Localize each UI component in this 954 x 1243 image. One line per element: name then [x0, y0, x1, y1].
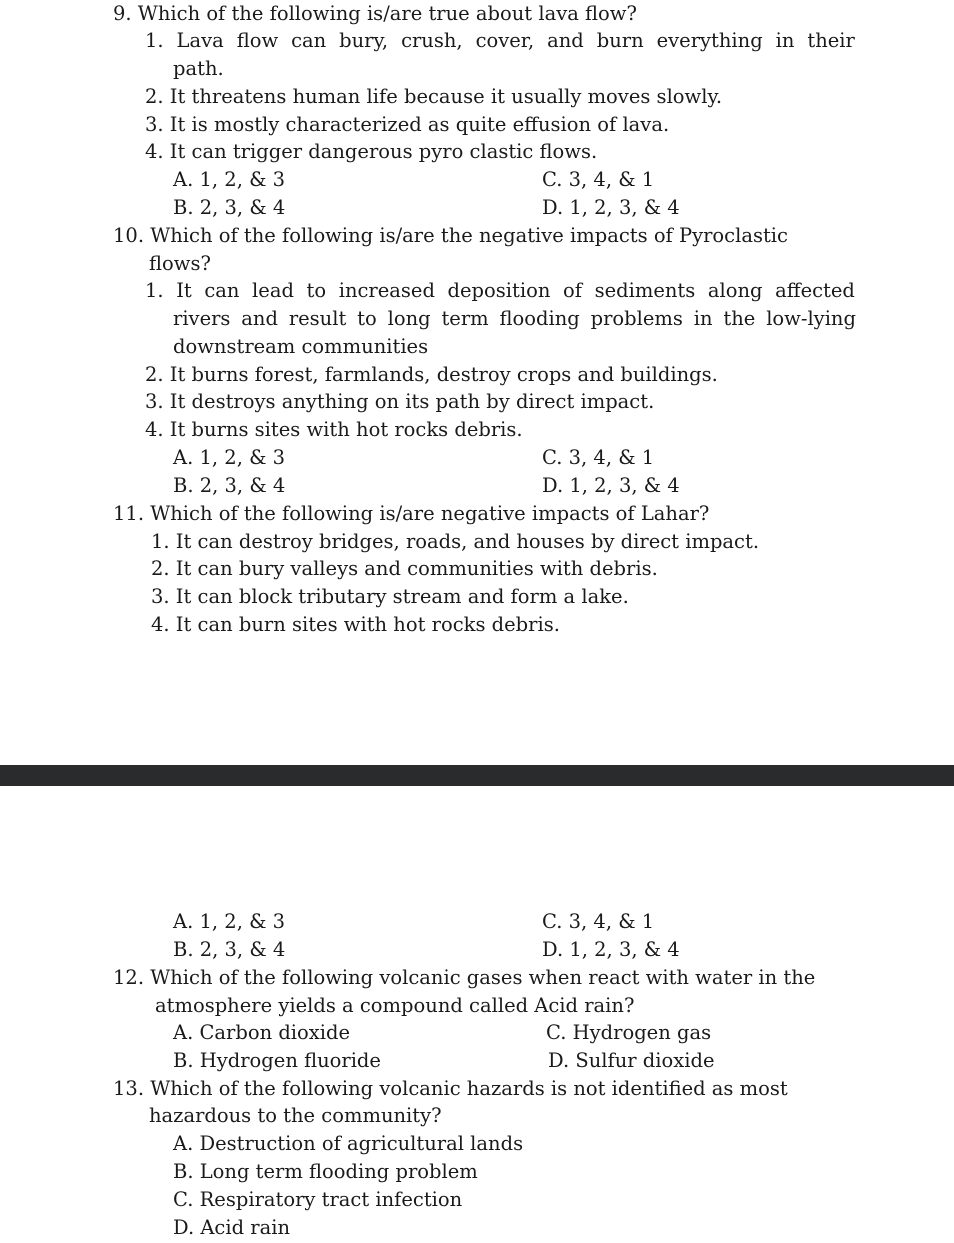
q12-choice-b: B. Hydrogen fluoride [173, 1049, 381, 1072]
q13-question: 13. Which of the following volcanic hazards is not identified as most [113, 1077, 788, 1100]
q10-choice-c: C. 3, 4, & 1 [542, 446, 655, 469]
q13-choice-c: C. Respiratory tract infection [173, 1188, 463, 1211]
q9-choice-a: A. 1, 2, & 3 [173, 168, 286, 191]
q9-item-1-cont: path. [173, 57, 224, 80]
q11-choice-a: A. 1, 2, & 3 [173, 910, 286, 933]
q11-item-1: 1. It can destroy bridges, roads, and houses by direct impact. [151, 530, 760, 553]
q10-item-3: 3. It destroys anything on its path by direct impact. [145, 390, 655, 413]
q12-choice-d: D. Sulfur dioxide [548, 1049, 715, 1072]
q10-item-1-line-2: rivers and result to long term flooding problems in the low-lying [173, 307, 856, 330]
q9-choice-d: D. 1, 2, 3, & 4 [542, 196, 680, 219]
q11-question: 11. Which of the following is/are negative impacts of Lahar? [113, 502, 710, 525]
q11-item-4: 4. It can burn sites with hot rocks debris. [151, 613, 560, 636]
q10-question-cont: flows? [149, 252, 211, 275]
q11-choice-d: D. 1, 2, 3, & 4 [542, 938, 680, 961]
q10-item-4: 4. It burns sites with hot rocks debris. [145, 418, 523, 441]
q12-question: 12. Which of the following volcanic gases when react with water in the [113, 966, 816, 989]
q11-item-2: 2. It can bury valleys and communities with debris. [151, 557, 658, 580]
q13-choice-b: B. Long term flooding problem [173, 1160, 478, 1183]
q12-choice-a: A. Carbon dioxide [173, 1021, 351, 1044]
q13-choice-a: A. Destruction of agricultural lands [173, 1132, 524, 1155]
q9-item-3: 3. It is mostly characterized as quite effusion of lava. [145, 113, 670, 136]
q12-question-cont: atmosphere yields a compound called Acid rain? [155, 994, 635, 1017]
q9-choice-c: C. 3, 4, & 1 [542, 168, 655, 191]
q10-question: 10. Which of the following is/are the negative impacts of Pyroclastic [113, 224, 788, 247]
q13-question-cont: hazardous to the community? [149, 1104, 442, 1127]
q9-item-4: 4. It can trigger dangerous pyro clastic flows. [145, 140, 598, 163]
page-divider-band [0, 765, 954, 786]
q11-item-3: 3. It can block tributary stream and form a lake. [151, 585, 629, 608]
q10-item-1-cont: downstream communities [173, 335, 429, 358]
q10-item-2: 2. It burns forest, farmlands, destroy crops and buildings. [145, 363, 718, 386]
q11-choice-c: C. 3, 4, & 1 [542, 910, 655, 933]
q13-choice-d: D. Acid rain [173, 1216, 290, 1239]
q12-choice-c: C. Hydrogen gas [546, 1021, 712, 1044]
q9-choice-b: B. 2, 3, & 4 [173, 196, 286, 219]
q10-choice-d: D. 1, 2, 3, & 4 [542, 474, 680, 497]
q10-choice-b: B. 2, 3, & 4 [173, 474, 286, 497]
q10-item-1: 1. It can lead to increased deposition of sediments along affected [145, 279, 855, 302]
q10-choice-a: A. 1, 2, & 3 [173, 446, 286, 469]
q9-item-2: 2. It threatens human life because it usually moves slowly. [145, 85, 723, 108]
q9-question: 9. Which of the following is/are true about lava flow? [113, 2, 637, 25]
q9-item-1: 1. Lava flow can bury, crush, cover, and burn everything in their [145, 29, 855, 52]
q11-choice-b: B. 2, 3, & 4 [173, 938, 286, 961]
